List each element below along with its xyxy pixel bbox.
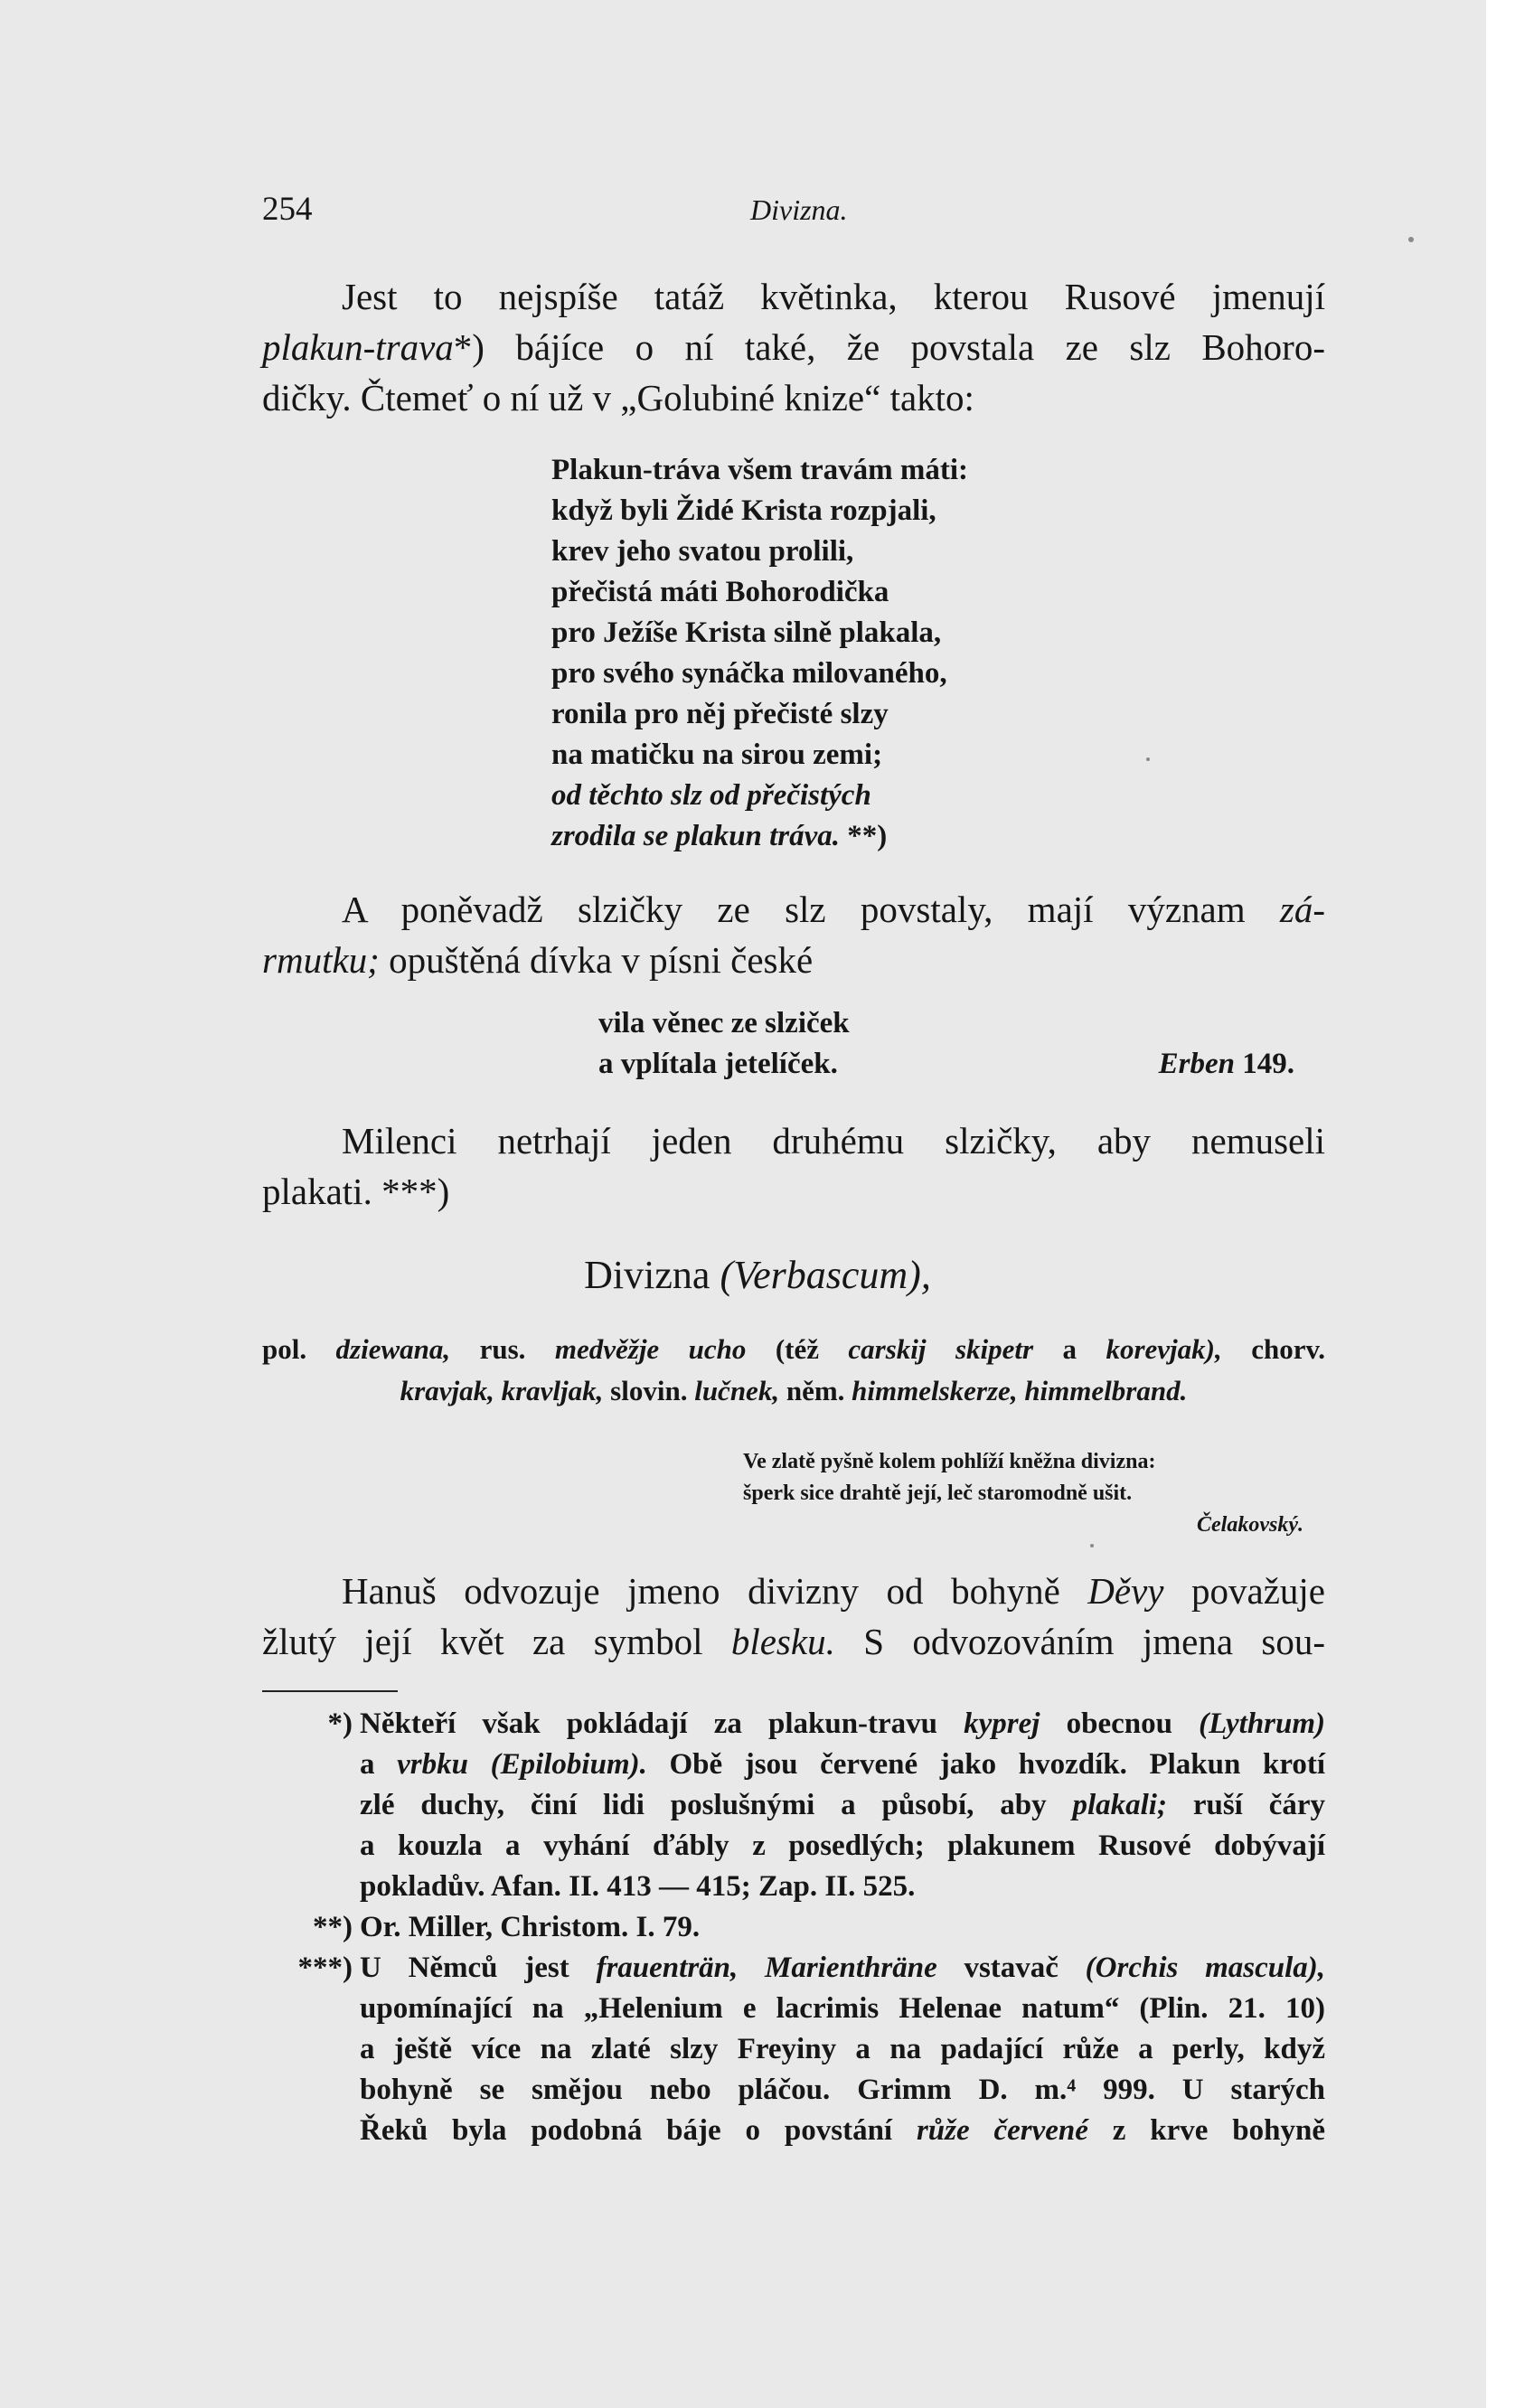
verse-line: na matičku na sirou zemi; xyxy=(551,738,883,771)
italic-term: (Lythrum) xyxy=(1199,1707,1326,1740)
quoted-verse xyxy=(598,1003,1294,1085)
italic-term: zá- xyxy=(1279,889,1325,930)
epigraph-line: šperk sice drahtě její, leč staromodně ušit. xyxy=(743,1481,1133,1505)
paragraph-3 xyxy=(262,1115,1325,1166)
verse-line: ronila pro něj přečisté slzy xyxy=(551,698,889,730)
text-run: žlutý její květ za symbol xyxy=(262,1621,703,1662)
name-term: dziewana, xyxy=(335,1333,451,1365)
lang-label: slovin. xyxy=(610,1375,688,1406)
names-line xyxy=(262,1370,1325,1412)
italic-term: blesku. xyxy=(730,1621,835,1662)
name-term: lučnek, xyxy=(694,1375,780,1406)
paragraph-4-line2 xyxy=(262,1616,1325,1667)
text-line xyxy=(262,1566,1325,1616)
source-author: Erben xyxy=(1158,1048,1235,1080)
verse-line: pro svého synáčka milovaného, xyxy=(551,657,947,690)
source-citation xyxy=(1159,1044,1294,1085)
text-line: Jest to nejspíše tatáž květinka, kterou Rusové jmenují xyxy=(342,276,1325,317)
footnotes xyxy=(262,1704,1325,2151)
name-term: kravjak, kravljak, xyxy=(400,1375,604,1406)
italic-term: růže červené xyxy=(916,2114,1088,2147)
text-run: a xyxy=(360,1748,375,1781)
italic-term: plakun-trava xyxy=(262,326,454,368)
text-run: Někteří však pokládají za plakun-travu xyxy=(360,1707,938,1740)
footnote-line: pokladův. Afan. II. 413 — 415; Zap. II. 525. xyxy=(360,1870,916,1903)
epigraph xyxy=(743,1446,1303,1541)
text-line xyxy=(262,322,1325,372)
lang-label: rus. xyxy=(479,1333,526,1365)
text-run: obecnou xyxy=(1066,1707,1172,1740)
verse-line: když byli Židé Krista rozpjali, xyxy=(551,494,936,527)
verse-line: Plakun-tráva všem travám máti: xyxy=(551,454,969,486)
text-run: *) bájíce o ní také, že povstala ze slz Bohoro- xyxy=(453,326,1325,368)
footnote-1 xyxy=(262,1704,1325,1907)
names-line xyxy=(262,1329,1325,1370)
text-line: dičky. Čtemeť o ní už v „Golubiné knize“ takto: xyxy=(262,377,974,419)
italic-term: (Orchis mascula), xyxy=(1085,1952,1325,1984)
text-run: U Němců jest xyxy=(360,1952,569,1984)
text-line xyxy=(262,884,1325,935)
text-line: plakati. ***) xyxy=(262,1171,450,1212)
verse-line xyxy=(551,816,1275,857)
text-line xyxy=(262,935,1325,985)
footnote-line xyxy=(360,1745,1325,1785)
name-term: medvěžje ucho xyxy=(554,1333,747,1365)
footnote-text xyxy=(360,1948,1325,2151)
verse-line: přečistá máti Bohorodička xyxy=(551,576,889,608)
verse-line: krev jeho svatou prolili, xyxy=(551,535,854,568)
paragraph-3-line2 xyxy=(262,1166,1325,1217)
footnote-rule xyxy=(262,1690,398,1692)
footnote-line xyxy=(360,1948,1325,1989)
intro-paragraph-line2 xyxy=(262,322,1325,372)
paragraph-4 xyxy=(262,1566,1325,1616)
paper-speck xyxy=(1090,1544,1094,1547)
verse-line: pro Ježíše Krista silně plakala, xyxy=(551,616,942,649)
paragraph-2 xyxy=(262,884,1325,935)
name-variants xyxy=(262,1329,1325,1412)
name-term: korevjak), xyxy=(1106,1333,1222,1365)
footnote-line xyxy=(360,1704,1325,1745)
footnote-3 xyxy=(262,1948,1325,2151)
text-run: Hanuš odvozuje jmeno divizny od bohyně xyxy=(342,1570,1060,1612)
page-header xyxy=(262,190,1320,235)
italic-term: plakali; xyxy=(1072,1789,1167,1821)
verse-line: a vplítala jetelíček. xyxy=(598,1048,838,1080)
text-run: S odvozováním jmena sou- xyxy=(863,1621,1326,1662)
paragraph-2-line2 xyxy=(262,935,1325,985)
verse-line: od těchto slz od přečistých xyxy=(551,779,871,812)
text-run: Řeků byla podobná báje o povstání xyxy=(360,2114,893,2147)
text-run: A poněvadž slzičky ze slz povstaly, mají význam xyxy=(342,889,1246,930)
text-run: ruší čáry xyxy=(1192,1789,1326,1821)
text-run: (též xyxy=(775,1333,819,1365)
italic-run: zrodila se plakun tráva. xyxy=(551,820,841,852)
footnote-line: bohyně se smějou nebo pláčou. Grimm D. m.⁴ 999. U starých xyxy=(360,2074,1325,2106)
italic-term: rmutku; xyxy=(262,939,380,981)
source-page: 149. xyxy=(1242,1048,1294,1080)
italic-term: Děvy xyxy=(1087,1570,1164,1612)
section-heading xyxy=(0,1252,1501,1298)
footnote-mark: *) xyxy=(327,1707,353,1740)
text-run: vstavač xyxy=(964,1952,1059,1984)
verse-block xyxy=(551,450,1275,857)
text-line xyxy=(262,1616,1325,1667)
text-run: z krve bohyně xyxy=(1112,2114,1326,2147)
section-latin-name: (Verbascum), xyxy=(720,1253,931,1297)
page-number: 254 xyxy=(262,191,313,228)
verse-line: vila věnec ze slziček xyxy=(598,1007,850,1039)
text-run: zlé duchy, činí lidi poslušnými a působí, aby xyxy=(360,1789,1047,1821)
text-run: a xyxy=(1062,1333,1077,1365)
footnote-line xyxy=(360,1785,1325,1826)
name-term: himmelskerze, himmelbrand. xyxy=(852,1375,1188,1406)
epigraph-line: Ve zlatě pyšně kolem pohlíží kněžna divizna: xyxy=(743,1450,1156,1473)
text-run: opuštěná dívka v písni české xyxy=(389,939,814,981)
footnote-line: a ještě více na zlaté slzy Freyiny a na padající růže a perly, když xyxy=(360,2033,1325,2065)
italic-term: vrbku (Epilobium). xyxy=(397,1748,647,1781)
italic-term: kyprej xyxy=(964,1707,1040,1740)
text-run: považuje xyxy=(1191,1570,1325,1612)
text-line: Milenci netrhají jeden druhému slzičky, aby nemuseli xyxy=(342,1120,1325,1162)
italic-term: frauenträn, Marienthräne xyxy=(596,1952,937,1984)
lang-label: něm. xyxy=(786,1375,845,1406)
paper-speck xyxy=(1408,237,1414,242)
footnote-text: Or. Miller, Christom. I. 79. xyxy=(360,1911,701,1943)
epigraph-author: Čelakovský. xyxy=(1197,1513,1303,1537)
text-run: Obě jsou červené jako hvozdík. Plakun krotí xyxy=(669,1748,1326,1781)
running-title: Divizna. xyxy=(750,193,848,226)
page-edge xyxy=(1486,0,1501,2408)
intro-paragraph-line3 xyxy=(262,372,1325,423)
footnote-line: upomínající na „Helenium e lacrimis Helenae natum“ (Plin. 21. 10) xyxy=(360,1992,1325,2025)
name-term: carskij skipetr xyxy=(848,1333,1034,1365)
footnote-mark: ***) xyxy=(297,1952,353,1984)
verse-line-with-source xyxy=(598,1044,1294,1085)
footnote-mark: **) xyxy=(313,1911,353,1943)
section-title: Divizna xyxy=(584,1253,710,1297)
footnote-ref: **) xyxy=(847,820,888,852)
footnote-line: a kouzla a vyhání ďábly z posedlých; plakunem Rusové dobývají xyxy=(360,1830,1325,1862)
lang-label: pol. xyxy=(262,1333,307,1365)
footnote-2 xyxy=(262,1907,1325,1948)
intro-paragraph xyxy=(262,271,1325,322)
footnote-line xyxy=(360,2111,1325,2151)
footnote-text xyxy=(360,1704,1325,1907)
lang-label: chorv. xyxy=(1251,1333,1325,1365)
